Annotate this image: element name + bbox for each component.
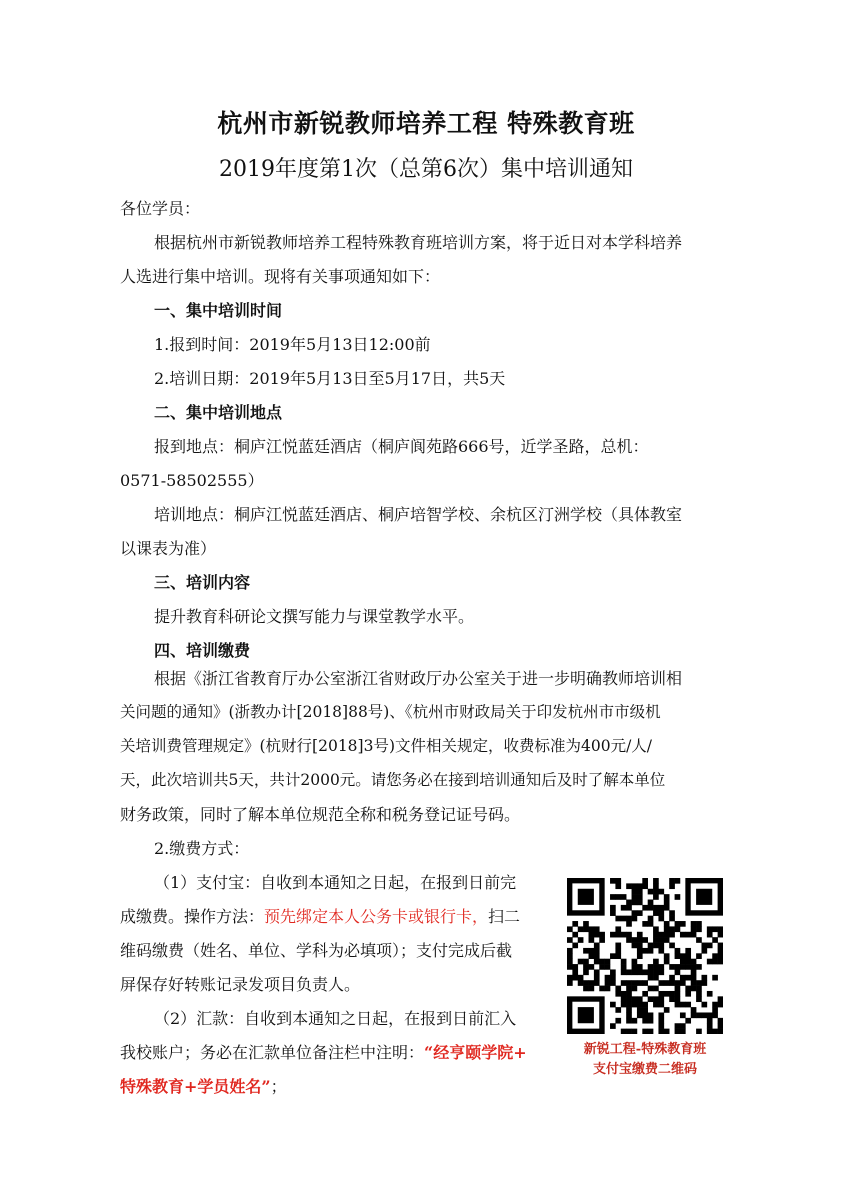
remark-requirement: “经亨颐学院+	[424, 1043, 527, 1062]
alipay-line	[120, 904, 520, 927]
fee-paragraph-line: 关培训费管理规定》(杭财行[2018]3号)文件相关规定，收费标准为400元/人/	[120, 737, 653, 755]
training-location-line: 培训地点：桐庐江悦蓝廷酒店、桐庐培智学校、余杭区汀洲学校（具体教室	[154, 505, 683, 524]
salutation: 各位学员：	[120, 199, 201, 218]
fee-paragraph-line: 财务政策，同时了解本单位规范全称和税务登记证号码。	[120, 805, 521, 824]
report-location-line: 0571-58502555）	[120, 471, 264, 490]
remittance-line	[120, 1074, 287, 1097]
remark-requirement: 特殊教育+学员姓名”	[120, 1077, 271, 1096]
qr-caption-title: 新锐工程-特殊教育班	[583, 1042, 707, 1057]
bind-card-notice: 预先绑定本人公务卡或银行卡，	[264, 907, 489, 926]
remittance-line: （2）汇款：自收到本通知之日起，在报到日前汇入	[154, 1009, 517, 1028]
remittance-line	[120, 1040, 527, 1063]
section-heading-location: 二、集中培训地点	[154, 403, 283, 422]
alipay-text: 成缴费。操作方法：	[120, 907, 265, 926]
section-heading-content: 三、培训内容	[154, 573, 251, 592]
document-subtitle: 2019年度第1次（总第6次）集中培训通知	[219, 157, 633, 182]
remittance-text: ；	[270, 1077, 287, 1096]
qr-code-icon[interactable]	[567, 878, 723, 1034]
report-time: 1.报到时间：2019年5月13日12:00前	[154, 335, 431, 354]
fee-paragraph-line: 根据《浙江省教育厅办公室浙江省财政厅办公室关于进一步明确教师培训相	[154, 669, 683, 688]
training-dates: 2.培训日期：2019年5月13日至5月17日，共5天	[154, 369, 506, 388]
alipay-line: （1）支付宝：自收到本通知之日起，在报到日前完	[154, 873, 517, 892]
alipay-line: 维码缴费（姓名、单位、学科为必填项）；支付完成后截	[120, 941, 513, 960]
intro-paragraph-line: 根据杭州市新锐教师培养工程特殊教育班培训方案，将于近日对本学科培养	[154, 233, 683, 252]
section-heading-fee: 四、培训缴费	[154, 641, 251, 660]
training-location-line: 以课表为准）	[120, 539, 217, 558]
section-heading-time: 一、集中培训时间	[154, 301, 283, 320]
alipay-line: 屏保存好转账记录发项目负责人。	[120, 975, 361, 994]
fee-paragraph-line: 关问题的通知》(浙教办计[2018]88号)、《杭州市财政局关于印发杭州市市级机	[120, 703, 661, 721]
report-location-line: 报到地点：桐庐江悦蓝廷酒店（桐庐阆苑路666号，近学圣路，总机：	[154, 437, 649, 456]
payment-method-heading: 2.缴费方式：	[154, 839, 250, 858]
alipay-text: 扫二	[488, 907, 521, 926]
qr-caption-subtitle: 支付宝缴费二维码	[592, 1062, 697, 1077]
training-content: 提升教育科研论文撰写能力与课堂教学水平。	[154, 607, 475, 626]
fee-paragraph-line: 天，此次培训共5天，共计2000元。请您务必在接到培训通知后及时了解本单位	[120, 771, 666, 789]
document-title: 杭州市新锐教师培养工程 特殊教育班	[217, 109, 635, 138]
intro-paragraph-line: 人选进行集中培训。现将有关事项通知如下：	[120, 267, 441, 286]
remittance-text: 我校账户；务必在汇款单位备注栏中注明：	[120, 1043, 425, 1062]
